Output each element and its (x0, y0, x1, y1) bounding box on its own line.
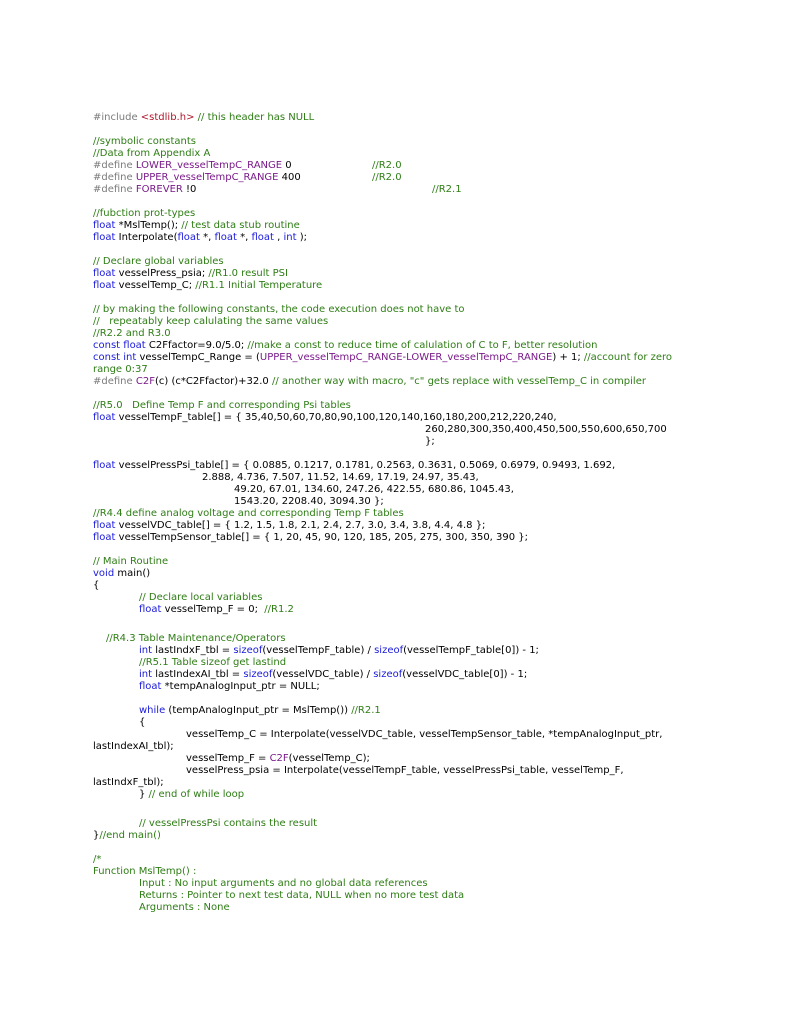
code-token: vesselTemp_C = Interpolate(vesselVDC_table, vesselTempSensor_table, *tempAnalogInput_ptr, (186, 729, 663, 740)
code-token: sizeof (243, 669, 273, 680)
code-token: vesselTempF_table[] = { 35,40,50,60,70,80,90,100,120,140,160,180,200,212,220,240, (115, 412, 557, 423)
code-token: float (93, 520, 116, 531)
code-token: float (93, 412, 116, 423)
code-line (93, 160, 292, 172)
code-token: float (139, 681, 162, 692)
code-line (93, 376, 646, 388)
code-token: #define (93, 172, 136, 183)
code-token: ) + 1; (552, 352, 584, 363)
code-token: } (139, 789, 149, 800)
code-line (93, 112, 314, 124)
code-token: } (93, 830, 100, 841)
code-token: // Declare global variables (93, 256, 224, 267)
code-token: /* (93, 854, 102, 865)
code-line (93, 208, 195, 220)
code-token: }; (425, 436, 435, 447)
code-token: (vesselTempF_table[0]) - 1; (403, 645, 539, 656)
code-token: 400 (278, 172, 301, 183)
code-token: Arguments : None (139, 902, 230, 913)
code-token: //R5.0 Define Temp F and corresponding Psi tables (93, 400, 351, 411)
code-token: //R5.1 Table sizeof get lastind (139, 657, 287, 668)
code-token: vesselTemp_F = (186, 753, 270, 764)
code-token: *tempAnalogInput_ptr = NULL; (161, 681, 320, 692)
code-line (93, 184, 196, 196)
code-line (93, 741, 174, 753)
code-token: Returns : Pointer to next test data, NULL when no more test data (139, 890, 465, 901)
code-token: //R2.0 (372, 172, 402, 183)
code-token: vesselPressPsi_table[] = { 0.0885, 0.1217, 0.1781, 0.2563, 0.3631, 0.5069, 0.6979, 0.9493, 1.692, (115, 460, 616, 471)
code-token: Interpolate( (115, 232, 178, 243)
code-token: //R4.3 Table Maintenance/Operators (106, 633, 286, 644)
code-token: //Data from Appendix A (93, 148, 211, 159)
code-token: sizeof (373, 669, 403, 680)
code-line (139, 681, 320, 693)
code-line (139, 669, 527, 681)
code-token: float (177, 232, 200, 243)
code-token: vesselTempSensor_table[] = { 1, 20, 45, 90, 120, 185, 205, 275, 300, 350, 390 }; (115, 532, 529, 543)
code-token: UPPER_vesselTempC_RANGE (135, 172, 279, 183)
code-line (93, 256, 224, 268)
code-token: Function MslTemp() : (93, 866, 197, 877)
code-token: lastIndexAI_tbl); (93, 741, 174, 752)
code-token: 260,280,300,350,400,450,500,550,600,650,700 (425, 424, 667, 435)
code-token: C2F (135, 376, 155, 387)
code-token: *, (199, 232, 215, 243)
code-line-comment (372, 160, 402, 172)
code-token: , (273, 232, 284, 243)
code-line-comment (372, 172, 402, 184)
code-line (139, 657, 286, 669)
code-line (139, 878, 428, 890)
code-line (93, 866, 196, 878)
code-line (93, 830, 161, 842)
code-line (93, 340, 597, 352)
code-token: ); (296, 232, 308, 243)
code-line (186, 729, 662, 741)
code-token: main() (114, 568, 151, 579)
code-line (425, 436, 435, 448)
code-token: (vesselVDC_table[0]) - 1; (402, 669, 528, 680)
code-token: //R2.0 (372, 160, 402, 171)
code-line (139, 717, 145, 729)
code-line (93, 520, 485, 532)
code-token: int (139, 645, 153, 656)
code-token: //make a const to reduce time of calulation of C to F, better resolution (247, 340, 598, 351)
code-line (93, 580, 99, 592)
code-token: // test data stub routine (181, 220, 300, 231)
code-token: (c) (c*C2Ffactor)+32.0 (154, 376, 272, 387)
code-token: FOREVER (135, 184, 183, 195)
code-token: float (214, 232, 237, 243)
code-token: while (139, 705, 166, 716)
code-token: float (93, 220, 116, 231)
code-token: <stdlib.h> (140, 112, 195, 123)
code-line (202, 472, 479, 484)
code-token: C2F (269, 753, 289, 764)
code-line (139, 604, 294, 616)
code-line (139, 818, 317, 830)
code-token: lastIndxF_tbl = (152, 645, 234, 656)
code-token: // end of while loop (148, 789, 245, 800)
code-token: vesselTemp_C; (115, 280, 196, 291)
code-token: range 0:37 (93, 364, 148, 375)
code-token: lastIndxF_tbl); (93, 777, 164, 788)
code-line (93, 172, 301, 184)
code-token: #define (93, 376, 136, 387)
code-token: // by making the following constants, the code execution does not have to (93, 304, 465, 315)
code-line (186, 753, 370, 765)
code-line (139, 592, 262, 604)
code-token: //R2.1 (351, 705, 381, 716)
code-line (106, 633, 286, 645)
code-token: Input : No input arguments and no global data references (139, 878, 428, 889)
code-token: //end main() (99, 830, 161, 841)
code-line (139, 645, 539, 657)
code-line (93, 136, 196, 148)
code-line (93, 556, 168, 568)
code-line (93, 568, 150, 580)
code-token: //R1.2 (264, 604, 294, 615)
code-token: !0 (182, 184, 197, 195)
code-token: vesselTemp_F = 0; (161, 604, 265, 615)
code-token: void (93, 568, 115, 579)
code-token: C2Ffactor=9.0/5.0; (145, 340, 248, 351)
code-line (93, 460, 615, 472)
code-line (186, 765, 624, 777)
code-token: // this header has NULL (194, 112, 315, 123)
code-token: vesselTempC_Range = ( (136, 352, 260, 363)
code-token: vesselVDC_table[] = { 1.2, 1.5, 1.8, 2.1, 2.4, 2.7, 3.0, 3.4, 3.8, 4.4, 4.8 }; (115, 520, 486, 531)
code-token: (vesselTemp_C); (288, 753, 370, 764)
code-token: // Main Routine (93, 556, 169, 567)
code-token: sizeof (233, 645, 263, 656)
code-line (139, 705, 381, 717)
code-token: sizeof (374, 645, 404, 656)
code-token: (vesselVDC_table) / (272, 669, 374, 680)
code-line (139, 902, 230, 914)
code-line (93, 220, 300, 232)
code-token: lastIndexAI_tbl = (152, 669, 244, 680)
code-token: // repeatably keep calulating the same values (93, 316, 329, 327)
code-line (93, 232, 307, 244)
code-token: { (139, 717, 146, 728)
code-token: *, (236, 232, 252, 243)
code-token: //symbolic constants (93, 136, 196, 147)
code-token: //R2.2 and R3.0 (93, 328, 171, 339)
code-line (93, 364, 148, 376)
code-token: //R1.1 Initial Temperature (195, 280, 323, 291)
code-line (93, 304, 465, 316)
code-line-comment (432, 184, 462, 196)
code-token: *MslTemp(); (115, 220, 182, 231)
code-token: // another way with macro, "c" gets replace with vesselTemp_C in compiler (271, 376, 646, 387)
code-line (425, 424, 667, 436)
code-line (93, 777, 164, 789)
code-line (93, 316, 328, 328)
code-token: float (93, 268, 116, 279)
code-line (139, 890, 464, 902)
code-token: int (283, 232, 297, 243)
code-token: //R4.4 define analog voltage and corresponding Temp F tables (93, 508, 404, 519)
code-token: //account for zero (583, 352, 673, 363)
code-line (139, 789, 244, 801)
code-token: #include (93, 112, 141, 123)
code-token: 2.888, 4.736, 7.507, 11.52, 14.69, 17.19, 24.97, 35.43, (202, 472, 479, 483)
code-token: #define (93, 184, 136, 195)
code-token: vesselPress_psia = Interpolate(vesselTempF_table, vesselPressPsi_table, vesselTemp_F, (186, 765, 624, 776)
code-token: LOWER_vesselTempC_RANGE (135, 160, 283, 171)
code-line (93, 400, 351, 412)
code-token: //R1.0 result PSI (208, 268, 288, 279)
code-token: float (93, 232, 116, 243)
code-token: //fubction prot-types (93, 208, 196, 219)
code-line (93, 532, 528, 544)
code-token: //R2.1 (432, 184, 462, 195)
code-line (93, 280, 322, 292)
code-token: { (93, 580, 100, 591)
code-token: float (251, 232, 274, 243)
code-token: float (93, 460, 116, 471)
code-token: // vesselPressPsi contains the result (139, 818, 318, 829)
code-token: (vesselTempF_table) / (262, 645, 375, 656)
code-token: 1543.20, 2208.40, 3094.30 }; (234, 496, 384, 507)
code-line (93, 148, 210, 160)
code-line (93, 508, 404, 520)
code-line (93, 352, 672, 364)
code-token: vesselPress_psia; (115, 268, 209, 279)
code-token: 49.20, 67.01, 134.60, 247.26, 422.55, 680.86, 1045.43, (234, 484, 514, 495)
code-token: const int (93, 352, 137, 363)
code-token: float (93, 532, 116, 543)
code-line (234, 484, 514, 496)
code-token: int (139, 669, 153, 680)
code-token: float (139, 604, 162, 615)
code-token: UPPER_vesselTempC_RANGE-LOWER_vesselTempC_RANGE (259, 352, 553, 363)
code-line (234, 496, 384, 508)
code-line (93, 268, 288, 280)
code-token: 0 (282, 160, 292, 171)
code-line (93, 854, 101, 866)
code-line (93, 412, 557, 424)
code-token: #define (93, 160, 136, 171)
code-token: float (93, 280, 116, 291)
code-token: // Declare local variables (139, 592, 263, 603)
code-line (93, 328, 171, 340)
code-token: (tempAnalogInput_ptr = MslTemp()) (165, 705, 352, 716)
code-token: const float (93, 340, 146, 351)
